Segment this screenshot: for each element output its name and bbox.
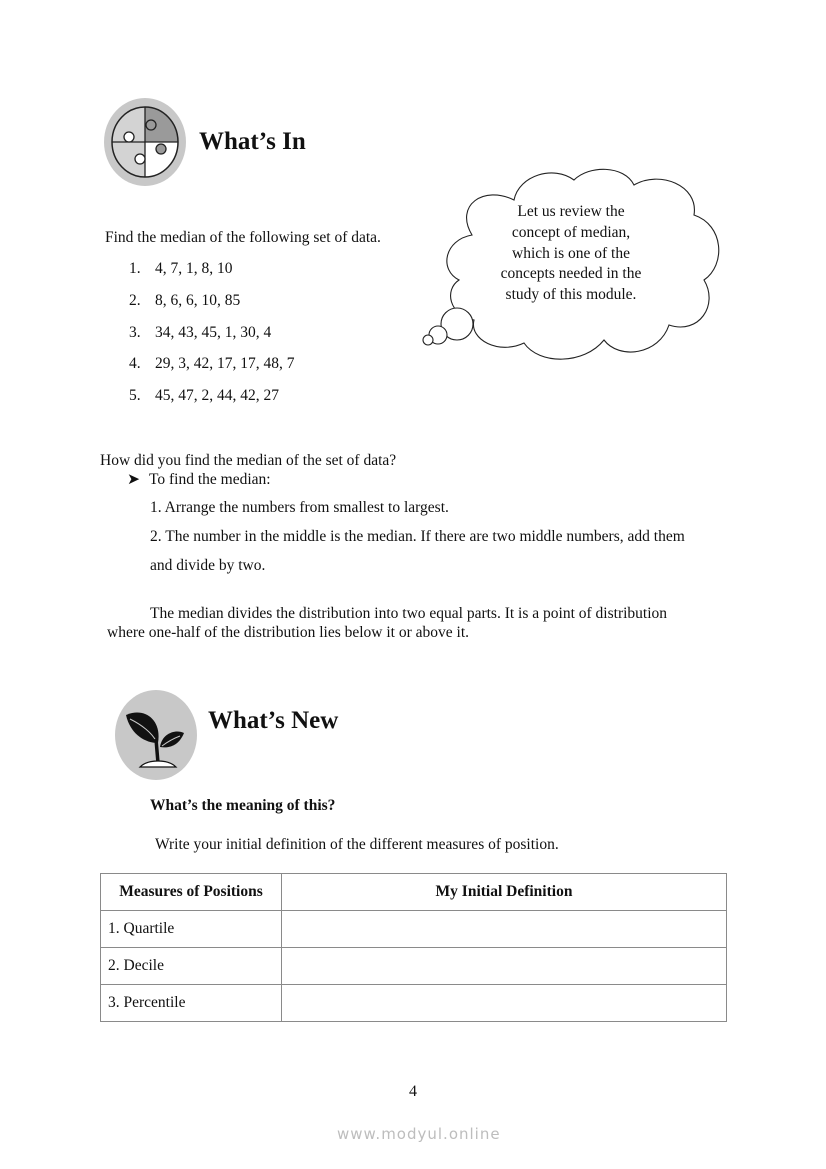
measure-cell: 2. Decile: [101, 948, 282, 985]
definition-cell[interactable]: [282, 948, 727, 985]
instruction: Write your initial definition of the different measures of position.: [155, 836, 559, 853]
median-paragraph-line-2: where one-half of the distribution lies below it or above it.: [107, 624, 470, 641]
puzzle-icon: [103, 97, 187, 187]
step-2-continued: and divide by two.: [150, 557, 266, 574]
list-item: 4. 29, 3, 42, 17, 17, 48, 7: [129, 355, 295, 372]
table-row: [101, 985, 727, 1022]
measures-of-position-table: [100, 873, 727, 1022]
page-number: 4: [409, 1083, 417, 1100]
header-measures: Measures of Positions: [101, 874, 282, 911]
thought-bubble: [414, 165, 724, 365]
measure-cell: 1. Quartile: [101, 911, 282, 948]
table-row: [101, 911, 727, 948]
measure-cell: 3. Percentile: [101, 985, 282, 1022]
step-2: 2. The number in the middle is the median. If there are two middle numbers, add them: [150, 528, 685, 545]
list-item: 2. 8, 6, 6, 10, 85: [129, 292, 241, 309]
watermark: www.modyul.online: [337, 1125, 501, 1143]
median-prompt: Find the median of the following set of data.: [105, 229, 381, 246]
list-item: 3. 34, 43, 45, 1, 30, 4: [129, 324, 272, 341]
header-definition: My Initial Definition: [282, 874, 727, 911]
arrow-bullet-icon: ➤: [127, 471, 140, 488]
table-header-row: [101, 874, 727, 911]
thought-bubble-text: Let us review the concept of median, which is one of the concepts needed in the study of this module.: [500, 203, 642, 304]
definition-cell[interactable]: [282, 985, 727, 1022]
median-question: How did you find the median of the set of data?: [100, 452, 397, 469]
table-row: [101, 948, 727, 985]
definition-cell[interactable]: [282, 911, 727, 948]
list-item: 5. 45, 47, 2, 44, 42, 27: [129, 387, 279, 404]
median-paragraph-line-1: The median divides the distribution into two equal parts. It is a point of distribution: [150, 605, 668, 622]
section-title-whats-in: What’s In: [199, 128, 306, 155]
subheading: What’s the meaning of this?: [150, 797, 336, 814]
step-1: 1. Arrange the numbers from smallest to largest.: [150, 499, 449, 516]
seedling-icon: [114, 689, 198, 781]
list-item: 1. 4, 7, 1, 8, 10: [129, 260, 233, 277]
bullet-line: ➤ To find the median:: [127, 471, 271, 488]
section-title-whats-new: What’s New: [208, 707, 339, 734]
